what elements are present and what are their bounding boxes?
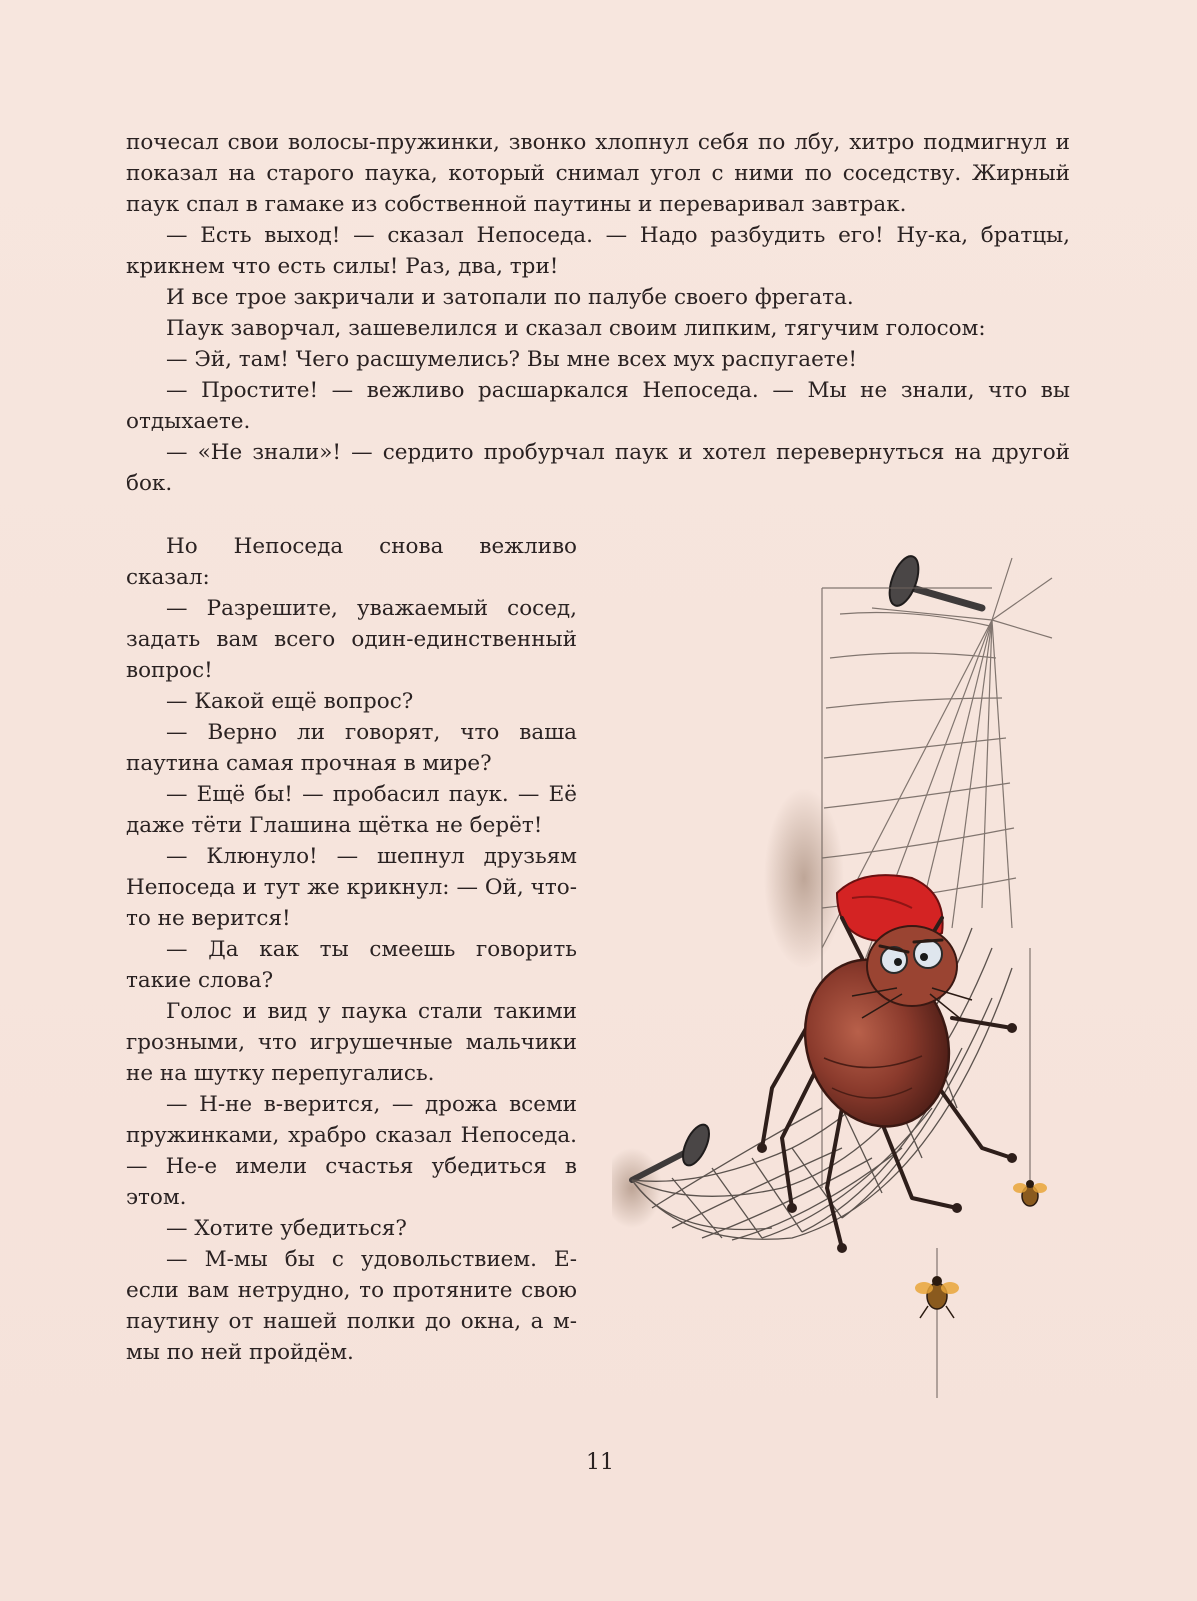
bottom-nail-icon xyxy=(632,1121,714,1180)
wall-shadow xyxy=(764,788,844,968)
top-text-block xyxy=(126,127,1070,499)
paragraph: — Ещё бы! — пробасил паук. — Её даже тёти Глашина щётка не берёт! xyxy=(126,782,577,838)
paragraph: — М-мы бы с удовольствием. Е-если вам нетрудно, то протяните свою паутину от нашей полки до окна, а м-мы по ней пройдём. xyxy=(126,1247,577,1365)
paragraph: — Простите! — вежливо расшаркался Непоседа. — Мы не знали, что вы отдыхаете. xyxy=(126,378,1070,434)
paragraph: — Есть выход! — сказал Непоседа. — Надо разбудить его! Ну-ка, братцы, крикнем что есть силы! Раз, два, три! xyxy=(126,223,1070,279)
spider-in-web-hammock-illustration xyxy=(612,548,1087,1428)
page-number: 11 xyxy=(586,1450,614,1475)
paragraph: — Эй, там! Чего расшумелись? Вы мне всех мух распугаете! xyxy=(166,347,858,372)
paragraph: — Клюнуло! — шепнул друзьям Непоседа и тут же крикнул: — Ой, что-то не верится! xyxy=(126,844,577,931)
paragraph: Голос и вид у паука стали такими грозными, что игрушечные мальчики не на шутку перепугались. xyxy=(126,999,577,1086)
paragraph: — Да как ты смеешь говорить такие слова? xyxy=(126,937,577,993)
paragraph: Но Непоседа снова вежливо сказал: xyxy=(126,534,577,590)
paragraph: почесал свои волосы-пружинки, звонко хлопнул себя по лбу, хитро подмигнул и показал на старого паука, который снимал угол с ними по соседству. Жирный паук спал в гамаке из собственной паутины и переваривал завтрак. xyxy=(126,130,1070,217)
paragraph: — Верно ли говорят, что ваша паутина самая прочная в мире? xyxy=(126,720,577,776)
paragraph: — Хотите убедиться? xyxy=(166,1216,407,1241)
top-nail-icon xyxy=(884,552,982,609)
column-text-block xyxy=(126,531,577,1368)
paragraph: Паук заворчал, зашевелился и сказал своим липким, тягучим голосом: xyxy=(166,316,986,341)
fly-icon xyxy=(1013,1180,1047,1206)
paragraph: — «Не знали»! — сердито пробурчал паук и хотел перевернуться на другой бок. xyxy=(126,440,1070,496)
paragraph: И все трое закричали и затопали по палубе своего фрегата. xyxy=(166,285,854,310)
paragraph: — Н-не в-верится, — дрожа всеми пружинками, храбро сказал Непоседа. — Не-е имели счастья убедиться в этом. xyxy=(126,1092,577,1210)
paragraph: — Разрешите, уважаемый сосед, задать вам всего один-единственный вопрос! xyxy=(126,596,577,683)
paragraph: — Какой ещё вопрос? xyxy=(166,689,414,714)
